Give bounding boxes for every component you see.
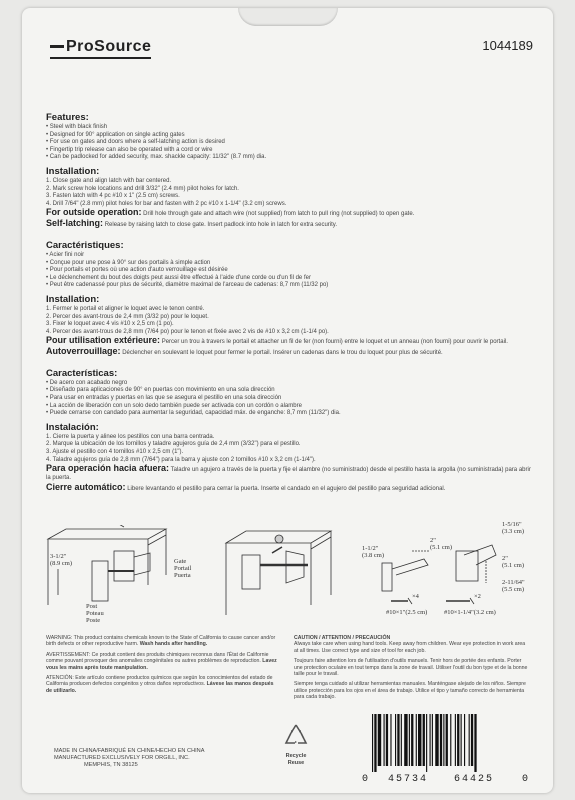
selflatch-heading-en: Self-latching: (46, 218, 104, 229)
barcode-bar (430, 714, 431, 766)
feature-en: • Can be padlocked for added security, max. shackle capacity: 11/32" (8.7 mm) dia. (46, 154, 267, 161)
gate-label: Gate Portail Puerta (174, 558, 192, 579)
barcode-bar (378, 714, 381, 766)
install-step-en: 4. Drill 7/64" (2.8 mm) pilot holes for bar and fasten with 2 pc #10 x 1-1/4" (3.2 cm) screws. (46, 200, 287, 207)
feature-fr: • Peut être cadenassé pour plus de sécurité, diamètre maximal de l'arceau de cadenas: 8,7 mm (11/32 po) (46, 282, 329, 289)
manufacturer-info (54, 748, 204, 769)
screw-b-qty: ×2 (474, 593, 481, 600)
feature-es: • De acero con acabado negro (46, 379, 128, 386)
brand-name: ProSource (66, 38, 152, 55)
left-dimension: 3-1/2" (8.9 cm) (50, 553, 73, 567)
screw-a-qty: ×4 (412, 593, 419, 600)
reuse-label: Reuse (287, 759, 305, 766)
barcode-bar (474, 714, 476, 772)
barcode-bar (461, 714, 462, 766)
outside-text-en: Drill hole through gate and attach wire (not supplied) from latch to pull ring (not supplied) to open gate. (143, 211, 415, 218)
prop65-fr (46, 652, 281, 671)
install-step-en: 1. Close gate and align latch with bar centered. (46, 177, 172, 184)
gate-top-surface (48, 529, 166, 539)
recycle-symbol (276, 722, 316, 766)
feature-en: • Fingertip trip release can also be operated with a cord or wire (46, 146, 213, 153)
barcode-bar (471, 714, 473, 766)
bar-dimension-b: 2" (5.1 cm) (430, 537, 453, 551)
feature-fr: • Le déclenchement du bout des doigts peut aussi être effectué à l'aide d'une corde ou d'un fil de fer (46, 274, 311, 281)
install-step-es: 1. Cierre la puerta y alinee los pestillos con una barra centrada. (46, 433, 215, 440)
barcode-bars (370, 714, 522, 772)
latch-part (456, 551, 478, 581)
barcode-bar (446, 714, 448, 766)
selflatch-text-es: Libere levantando el pestillo para cerrar la puerta. Inserte el candado en el agujero del pestillo para seguridad adicional. (127, 485, 446, 492)
install-step-fr: 4. Percer des avant-trous de 2,8 mm (7/64 po) pour le tenon et fixée avec 2 vis de #10 x 3,2 cm (1-1/4 po). (46, 328, 329, 335)
install-step-es: 3. Ajuste el pestillo con 4 tornillos #10 x 2,5 cm (1"). (46, 449, 184, 456)
prop65-en (46, 635, 281, 648)
latch-plate-2 (242, 555, 260, 589)
caution-title: CAUTION / ATTENTION / PRECAUCIÓN (294, 635, 391, 641)
prop65-es (46, 675, 281, 694)
feature-en: • Designed for 90° application on single acting gates (46, 131, 185, 138)
prop65-warnings (46, 635, 281, 698)
features-heading-en: Features: (46, 112, 89, 123)
barcode-bar (455, 714, 456, 766)
caution-en-text: Always take care when using hand tools. Keep away from children. Wear eye protection in work area at all times. Use correct type and size of tool for each job. (294, 641, 526, 654)
install-step-fr: 1. Fermer le portail et aligner le loquet avec le tenon centré. (46, 305, 205, 312)
barcode-left-digit: 0 (362, 774, 369, 785)
finger-icon (275, 535, 283, 543)
barcode-bar (435, 714, 438, 766)
feature-en: • Steel with black finish (46, 124, 108, 130)
barcode-group-b: 64425 (454, 774, 495, 785)
manufactured-for: MANUFACTURED EXCLUSIVELY FOR ORGILL, INC. (54, 755, 190, 761)
packaging-card (22, 8, 553, 793)
install-step-en: 2. Mark screw hole locations and drill 3/32" (2.4 mm) pilot holes for latch. (46, 185, 239, 192)
outside-heading-es: Para operación hacia afuera: (46, 463, 170, 474)
latch-dimension-a: 1-5/16" (3.3 cm) (502, 521, 525, 535)
selflatch-text-fr: Déclencher en soulevant le loquet pour fermer le portail. Insérer un cadenas dans le trou du loquet pour plus de sécurité. (122, 350, 443, 357)
city: MEMPHIS, TN 38125 (84, 762, 138, 768)
post-label: Post Poteau Poste (86, 603, 104, 624)
self-latching-es (46, 481, 534, 494)
prop65-en-text: WARNING: This product contains chemicals known to the State of California to cause cancer and/or birth defects or other reproductive harm. (46, 635, 276, 648)
gate-edges (48, 529, 166, 605)
prop65-fr-text: AVERTISSEMENT: Ce produit contient des produits chimiques reconnus dans l'État de Californie comme pouvant provoquer des anomalies congénitales ou autres problèmes de reproduction. (46, 651, 269, 665)
barcode-bar (432, 714, 433, 766)
feature-fr: • Acier fini noir (46, 251, 85, 258)
selflatch-heading-fr: Autoverrouillage: (46, 346, 121, 357)
prop65-fr-bold: Lavez vous les mains après toute manipulation. (46, 658, 277, 671)
install-step-en: 3. Fasten latch with 4 pc #10 x 1" (2.5 cm) screws. (46, 193, 180, 200)
caution-en (294, 635, 529, 654)
barcode-bar (372, 714, 373, 772)
selflatch-text-en: Release by raising latch to close gate. Insert padlock into hole in latch for extra security. (104, 222, 338, 229)
bar-dimension-a: 1-1/2" (3.8 cm) (362, 545, 385, 559)
outside-text-es: Taladre un agujero a través de la puerta y fije el alambre (no suministrado) desde el pestillo hasta la argolla (no suministrada) para abrir la puerta. (46, 467, 531, 482)
hang-hole (238, 8, 338, 26)
install-step-fr: 3. Fixer le loquet avec 4 vis #10 x 2,5 cm (1 po). (46, 321, 174, 328)
barcode-bar (386, 714, 388, 766)
features-heading-fr: Caractéristiques: (46, 239, 124, 251)
barcode-bar (384, 714, 385, 766)
self-latching-en (46, 220, 534, 230)
screw-a-label: #10×1"(2.5 cm) (386, 609, 428, 616)
sku-number: 1044189 (482, 38, 533, 53)
barcode-right-digit: 0 (522, 774, 529, 785)
recycle-label: Recycle (285, 753, 307, 759)
barcode-bar (390, 714, 391, 766)
barcode-bar (440, 714, 442, 766)
instructions-text (46, 108, 534, 495)
barcode-bar (464, 714, 465, 766)
latch-dimension-b: 2" (5.1 cm) (502, 555, 525, 569)
outside-heading-en: For outside operation: (46, 207, 142, 218)
prop65-en-bold: Wash hands after handling. (139, 641, 208, 648)
barcode-bar (409, 714, 410, 766)
feature-fr: • Pour portails et portes où une action d'auto verrouillage est désirée (46, 267, 228, 274)
brand-logo (50, 38, 151, 59)
barcode-bar (426, 714, 427, 772)
outside-text-fr: Percer un trou à travers le portail et attacher un fil de fer (non fourni) entre le loquet et un anneau (non fourni) pour ouvrir le portail. (161, 339, 508, 346)
recycle-icon (283, 722, 309, 748)
barcode-bar (397, 714, 399, 766)
barcode-bar (423, 714, 425, 766)
caution-warnings (294, 635, 529, 705)
barcode-group-a: 45734 (388, 774, 429, 785)
features-heading-es: Características: (46, 367, 118, 379)
barcode-bar (450, 714, 451, 766)
barcode-bar (457, 714, 459, 766)
installation-heading-es: Instalación: (46, 421, 99, 433)
prop65-es-text: ATENCIÓN: Este artículo contiene productos químicos que según los conocimientos del estado de California producen defectos congénitos y otros daños reproductivos. (46, 675, 273, 688)
install-step-es: 4. Taladre agujeros guía de 2,8 mm (7/64") para la barra y ajuste con 2 tornillos #10 x 3,2 cm (1-1/4"). (46, 456, 316, 463)
post-outline (92, 561, 108, 601)
caution-es: Siempre tenga cuidado al utilizar herramientas manuales. Manténgase alejado de los niños. Siempre utilice protección para los ojos en el área de trabajo. Utilice el tipo y tamaño correcto de herramienta para cada trabajo. (294, 681, 526, 701)
self-latching-fr (46, 348, 534, 358)
prop65-es-bold: Lávese las manos después de utilizarlo. (46, 681, 274, 694)
barcode-bar (395, 714, 396, 766)
barcode-bar (411, 714, 413, 766)
installation-heading-fr: Installation: (46, 293, 100, 305)
outside-operation-es (46, 465, 534, 483)
caution-fr: Toujours faire attention lors de l'utilisation d'outils manuels. Tenir hors de portée des enfants. Porter une protection oculaire en tout temps dans la zone de travail. Utiliser l'outil du bon type et de la bonne taille pour le travail. (294, 658, 528, 678)
outside-heading-fr: Pour utilisation extérieure: (46, 335, 161, 346)
bar-rod (392, 559, 428, 575)
barcode-bar (401, 714, 402, 766)
upc-barcode (362, 714, 530, 784)
latch-plate-left (114, 551, 134, 581)
barcode-bar (374, 714, 376, 772)
outside-operation-en (46, 209, 534, 219)
feature-es: • Diseñado para aplicaciones de 90° en puertas con movimiento en una sola dirección (46, 387, 275, 394)
latch-dimension-c: 2-11/64" (5.5 cm) (502, 579, 525, 593)
feature-fr: • Conçue pour une pose à 90° sur des portails à simple action (46, 259, 211, 266)
feature-es: • Para usar en entradas y puertas en las que se asegura el pestillo en una sola dirección (46, 395, 282, 402)
bar-base (382, 563, 392, 591)
install-step-es: 2. Marque la ubicación de los tornillos y taladre agujeros guía de 2,4 mm (3/32") para el pestillo. (46, 441, 301, 448)
logo-mark (50, 45, 64, 48)
feature-en: • For use on gates and doors where a self-latching action is desired (46, 139, 225, 146)
installation-diagrams (46, 521, 534, 625)
barcode-bar (404, 714, 407, 766)
made-in: MADE IN CHINA/FABRIQUÉ EN CHINE/HECHO EN CHINA (54, 748, 205, 754)
selflatch-heading-es: Cierre automático: (46, 481, 126, 492)
barcode-bar (416, 714, 417, 766)
feature-es: • La acción de liberación con un solo dedo también puede ser activada con un cordón o alambre (46, 402, 302, 409)
barcode-bar (469, 714, 470, 766)
install-step-fr: 2. Percer des avant-trous de 2,4 mm (3/32 po) pour le loquet. (46, 313, 209, 320)
barcode-bar (418, 714, 421, 766)
screw-b-label: #10×1-1/4"(3.2 cm) (444, 609, 496, 616)
installation-heading-en: Installation: (46, 165, 100, 177)
barcode-bar (443, 714, 444, 766)
feature-es: • Puede cerrarse con candado para aumentar la seguridad, capacidad máx. de enganche: 8,7 mm (11/32") dia. (46, 410, 341, 417)
